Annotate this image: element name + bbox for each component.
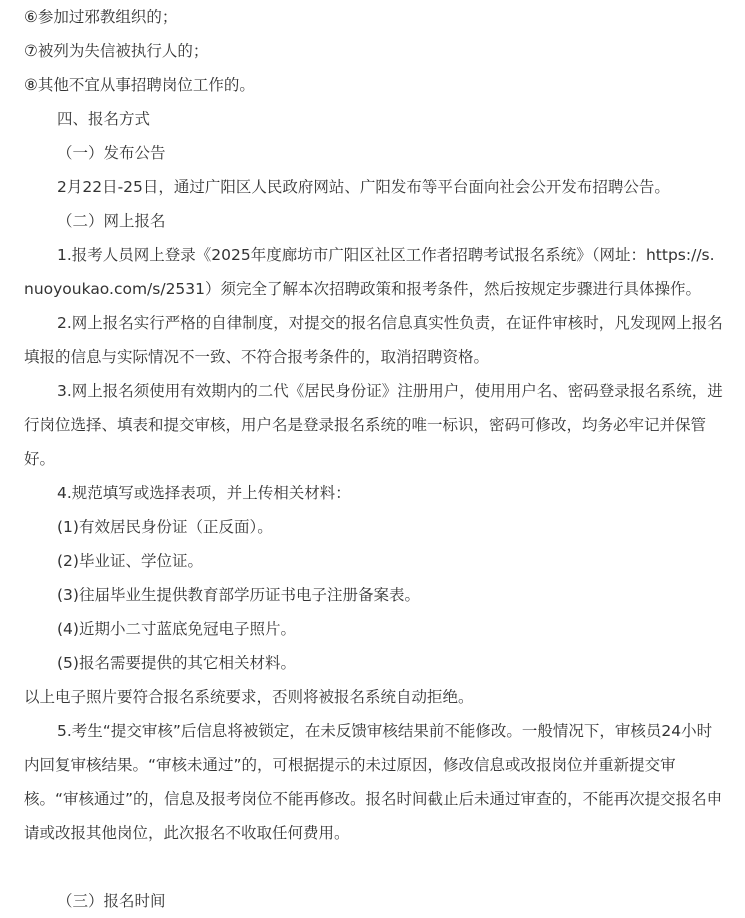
section-heading-registration: 四、报名方式: [57, 110, 151, 128]
subheading-announcement: （一）发布公告: [57, 144, 166, 162]
list-item-6: ⑥参加过邪教组织的；: [24, 8, 178, 26]
paragraph-announcement-date: 2月22日-25日，通过广阳区人民政府网站、广阳发布等平台面向社会公开发布招聘公告。: [57, 178, 670, 196]
material-item-5: (5)报名需要提供的其它相关材料。: [57, 654, 296, 672]
paragraph-step-4: 4.规范填写或选择表项，并上传相关材料：: [57, 484, 351, 502]
material-item-4: (4)近期小二寸蓝底免冠电子照片。: [57, 620, 296, 638]
article-body: [24, 0, 724, 850]
paragraph-step-1: 1.报考人员网上登录《2025年度廊坊市广阳区社区工作者招聘考试报名系统》（网址：https://s.nuoyoukao.com/s/2531）须完全了解本次招聘政策和报考条件，然后按规定步骤进行具体操作。: [24, 246, 715, 298]
paragraph-step-2: 2.网上报名实行严格的自律制度，对提交的报名信息真实性负责，在证件审核时，凡发现网上报名填报的信息与实际情况不一致、不符合报考条件的，取消招聘资格。: [24, 314, 723, 366]
paragraph-step-5: 5.考生“提交审核”后信息将被锁定，在未反馈审核结果前不能修改。一般情况下，审核员24小时内回复审核结果。“审核未通过”的，可根据提示的未过原因，修改信息或改报岗位并重新提交审核。“审核通过”的，信息及报考岗位不能再修改。报名时间截止后未通过审查的，不能再次提交报名申请或改报其他岗位，此次报名不收取任何费用。: [24, 722, 723, 842]
paragraph-photo-note: 以上电子照片要符合报名系统要求，否则将被报名系统自动拒绝。: [24, 688, 474, 706]
cut-off-subheading: （三）报名时间: [57, 892, 166, 910]
material-item-2: (2)毕业证、学位证。: [57, 552, 203, 570]
material-item-1: (1)有效居民身份证（正反面）。: [57, 518, 273, 536]
subheading-online-registration: （二）网上报名: [57, 212, 166, 230]
list-item-8: ⑧其他不宜从事招聘岗位工作的。: [24, 76, 255, 94]
list-item-7: ⑦被列为失信被执行人的；: [24, 42, 209, 60]
material-item-3: (3)往届毕业生提供教育部学历证书电子注册备案表。: [57, 586, 420, 604]
paragraph-step-3: 3.网上报名须使用有效期内的二代《居民身份证》注册用户，使用用户名、密码登录报名系统，进行岗位选择、填表和提交审核，用户名是登录报名系统的唯一标识，密码可修改，均务必牢记并保管好。: [24, 382, 723, 468]
